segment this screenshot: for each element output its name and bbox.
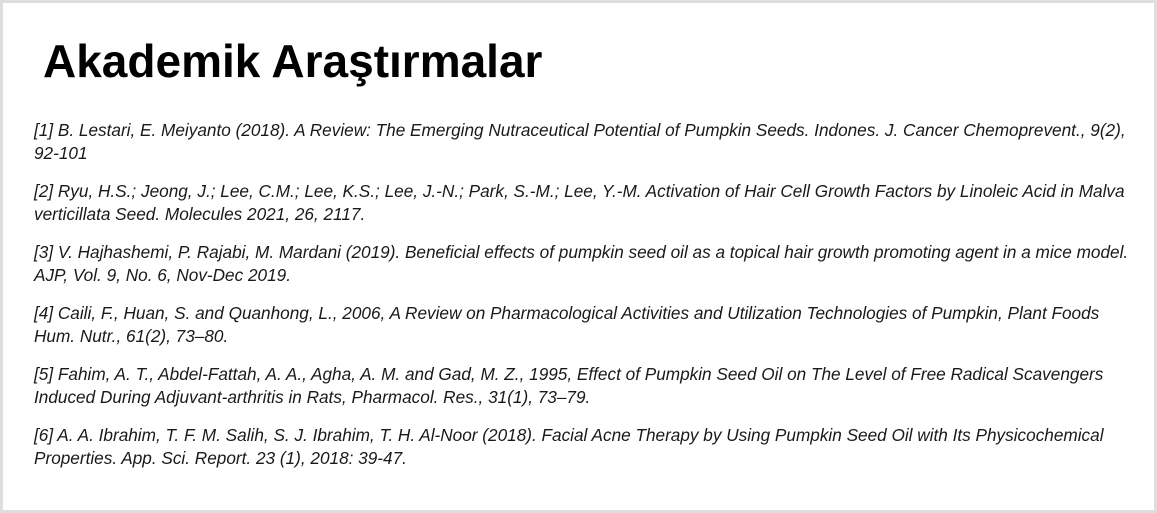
page-title: Akademik Araştırmalar [43,35,543,87]
reference-item: [1] B. Lestari, E. Meiyanto (2018). A Review: The Emerging Nutraceutical Potential of Pumpkin Seeds. Indones. J. Cancer Chemoprevent., 9(2), 92-101 [34,120,1126,163]
reference-item: [6] A. A. Ibrahim, T. F. M. Salih, S. J. Ibrahim, T. H. Al-Noor (2018). Facial Acne Therapy by Using Pumpkin Seed Oil with Its Physicochemical Properties. App. Sci. Report. 23 (1), 2018: 39-47. [34,425,1104,468]
reference-item: [5] Fahim, A. T., Abdel-Fattah, A. A., Agha, A. M. and Gad, M. Z., 1995, Effect of Pumpkin Seed Oil on The Level of Free Radical Scavengers Induced During Adjuvant-arthritis in Rats, Pharmacol. Res., 31(1), 73–79. [34,364,1104,407]
reference-list [34,119,1134,485]
reference-item: [2] Ryu, H.S.; Jeong, J.; Lee, C.M.; Lee, K.S.; Lee, J.-N.; Park, S.-M.; Lee, Y.-M. Activation of Hair Cell Growth Factors by Linoleic Acid in Malva verticillata Seed. Molecules 2021, 26, 2117. [34,181,1125,224]
reference-item: [4] Caili, F., Huan, S. and Quanhong, L., 2006, A Review on Pharmacological Activities and Utilization Technologies of Pumpkin, Plant Foods Hum. Nutr., 61(2), 73–80. [34,303,1100,346]
reference-item: [3] V. Hajhashemi, P. Rajabi, M. Mardani (2019). Beneficial effects of pumpkin seed oil as a topical hair growth promoting agent in a mice model. AJP, Vol. 9, No. 6, Nov-Dec 2019. [34,242,1129,285]
